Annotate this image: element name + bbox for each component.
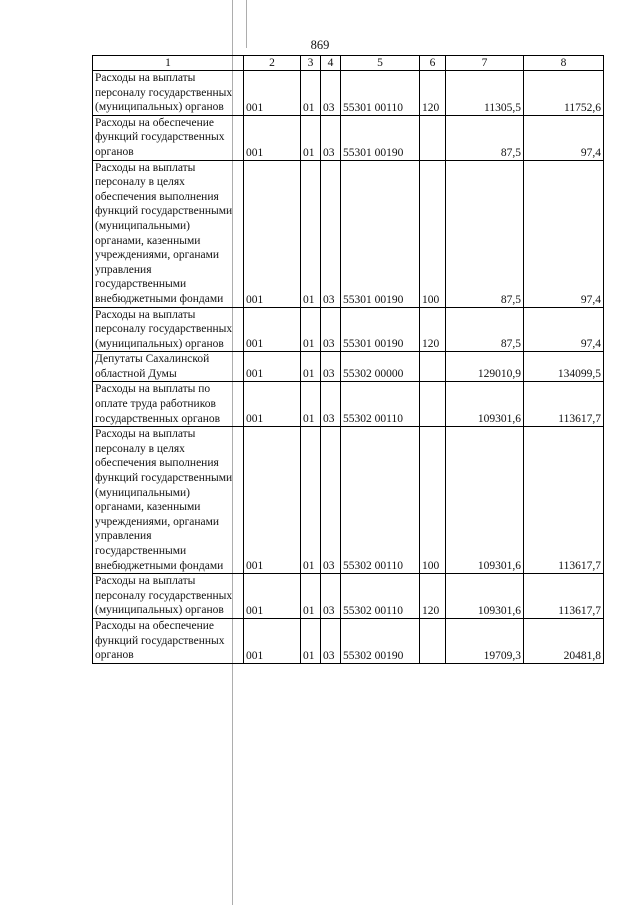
subsection-code: 03 xyxy=(321,382,341,427)
table-row xyxy=(93,307,604,352)
table-row xyxy=(93,71,604,116)
expense-name: Расходы на выплаты персоналу государственных (муниципальных) органов xyxy=(93,71,244,116)
section-code: 01 xyxy=(301,352,321,382)
header-cell: 7 xyxy=(446,56,524,71)
subsection-code: 03 xyxy=(321,307,341,352)
ministry-code: 001 xyxy=(244,618,301,663)
header-cell: 4 xyxy=(321,56,341,71)
amount-col8: 97,4 xyxy=(524,115,604,160)
amount-col7: 87,5 xyxy=(446,115,524,160)
amount-col8: 113617,7 xyxy=(524,382,604,427)
table-header-row xyxy=(93,56,604,71)
section-code: 01 xyxy=(301,160,321,307)
section-code: 01 xyxy=(301,427,321,574)
table-row xyxy=(93,427,604,574)
header-cell: 5 xyxy=(341,56,420,71)
header-cell: 6 xyxy=(420,56,446,71)
expense-name: Расходы на выплаты персоналу государственных (муниципальных) органов xyxy=(93,307,244,352)
target-article-code: 55301 00190 xyxy=(341,307,420,352)
section-code: 01 xyxy=(301,574,321,619)
ministry-code: 001 xyxy=(244,352,301,382)
expense-type-code: 120 xyxy=(420,71,446,116)
header-cell: 2 xyxy=(244,56,301,71)
subsection-code: 03 xyxy=(321,352,341,382)
table-row xyxy=(93,618,604,663)
expense-name: Депутаты Сахалинской областной Думы xyxy=(93,352,244,382)
target-article-code: 55301 00110 xyxy=(341,71,420,116)
amount-col8: 11752,6 xyxy=(524,71,604,116)
amount-col8: 97,4 xyxy=(524,307,604,352)
header-cell: 1 xyxy=(93,56,244,71)
subsection-code: 03 xyxy=(321,71,341,116)
ministry-code: 001 xyxy=(244,574,301,619)
section-code: 01 xyxy=(301,307,321,352)
ministry-code: 001 xyxy=(244,160,301,307)
ministry-code: 001 xyxy=(244,115,301,160)
ministry-code: 001 xyxy=(244,307,301,352)
expense-type-code: 100 xyxy=(420,427,446,574)
expense-name: Расходы на обеспечение функций государственных органов xyxy=(93,115,244,160)
section-code: 01 xyxy=(301,115,321,160)
target-article-code: 55302 00190 xyxy=(341,618,420,663)
section-code: 01 xyxy=(301,618,321,663)
amount-col7: 109301,6 xyxy=(446,427,524,574)
amount-col8: 20481,8 xyxy=(524,618,604,663)
expense-type-code xyxy=(420,352,446,382)
amount-col7: 11305,5 xyxy=(446,71,524,116)
ministry-code: 001 xyxy=(244,71,301,116)
amount-col8: 97,4 xyxy=(524,160,604,307)
table-row xyxy=(93,574,604,619)
expense-type-code: 120 xyxy=(420,307,446,352)
expense-type-code: 120 xyxy=(420,574,446,619)
subsection-code: 03 xyxy=(321,574,341,619)
expense-type-code xyxy=(420,382,446,427)
subsection-code: 03 xyxy=(321,115,341,160)
budget-table xyxy=(92,55,604,664)
ministry-code: 001 xyxy=(244,382,301,427)
expense-type-code: 100 xyxy=(420,160,446,307)
page-number: 869 xyxy=(310,38,330,52)
table-row xyxy=(93,115,604,160)
table-row xyxy=(93,160,604,307)
subsection-code: 03 xyxy=(321,427,341,574)
target-article-code: 55301 00190 xyxy=(341,160,420,307)
header-cell: 8 xyxy=(524,56,604,71)
expense-name: Расходы на обеспечение функций государственных органов xyxy=(93,618,244,663)
amount-col8: 134099,5 xyxy=(524,352,604,382)
amount-col7: 129010,9 xyxy=(446,352,524,382)
table-row xyxy=(93,382,604,427)
amount-col7: 109301,6 xyxy=(446,382,524,427)
expense-type-code xyxy=(420,618,446,663)
expense-name: Расходы на выплаты персоналу в целях обеспечения выполнения функций государственными (муниципальными) органами, казенными учреждениями, органами управления государственными внебюджетными фондами xyxy=(93,427,244,574)
target-article-code: 55301 00190 xyxy=(341,115,420,160)
target-article-code: 55302 00110 xyxy=(341,382,420,427)
expense-name: Расходы на выплаты персоналу в целях обеспечения выполнения функций государственными (муниципальными) органами, казенными учреждениями, органами управления государственными внебюджетными фондами xyxy=(93,160,244,307)
amount-col7: 19709,3 xyxy=(446,618,524,663)
table-row xyxy=(93,352,604,382)
section-code: 01 xyxy=(301,382,321,427)
amount-col8: 113617,7 xyxy=(524,427,604,574)
section-code: 01 xyxy=(301,71,321,116)
target-article-code: 55302 00110 xyxy=(341,574,420,619)
expense-name: Расходы на выплаты персоналу государственных (муниципальных) органов xyxy=(93,574,244,619)
target-article-code: 55302 00110 xyxy=(341,427,420,574)
amount-col7: 87,5 xyxy=(446,160,524,307)
expense-type-code xyxy=(420,115,446,160)
header-cell: 3 xyxy=(301,56,321,71)
amount-col7: 109301,6 xyxy=(446,574,524,619)
ministry-code: 001 xyxy=(244,427,301,574)
subsection-code: 03 xyxy=(321,160,341,307)
amount-col8: 113617,7 xyxy=(524,574,604,619)
target-article-code: 55302 00000 xyxy=(341,352,420,382)
subsection-code: 03 xyxy=(321,618,341,663)
expense-name: Расходы на выплаты по оплате труда работников государственных органов xyxy=(93,382,244,427)
amount-col7: 87,5 xyxy=(446,307,524,352)
